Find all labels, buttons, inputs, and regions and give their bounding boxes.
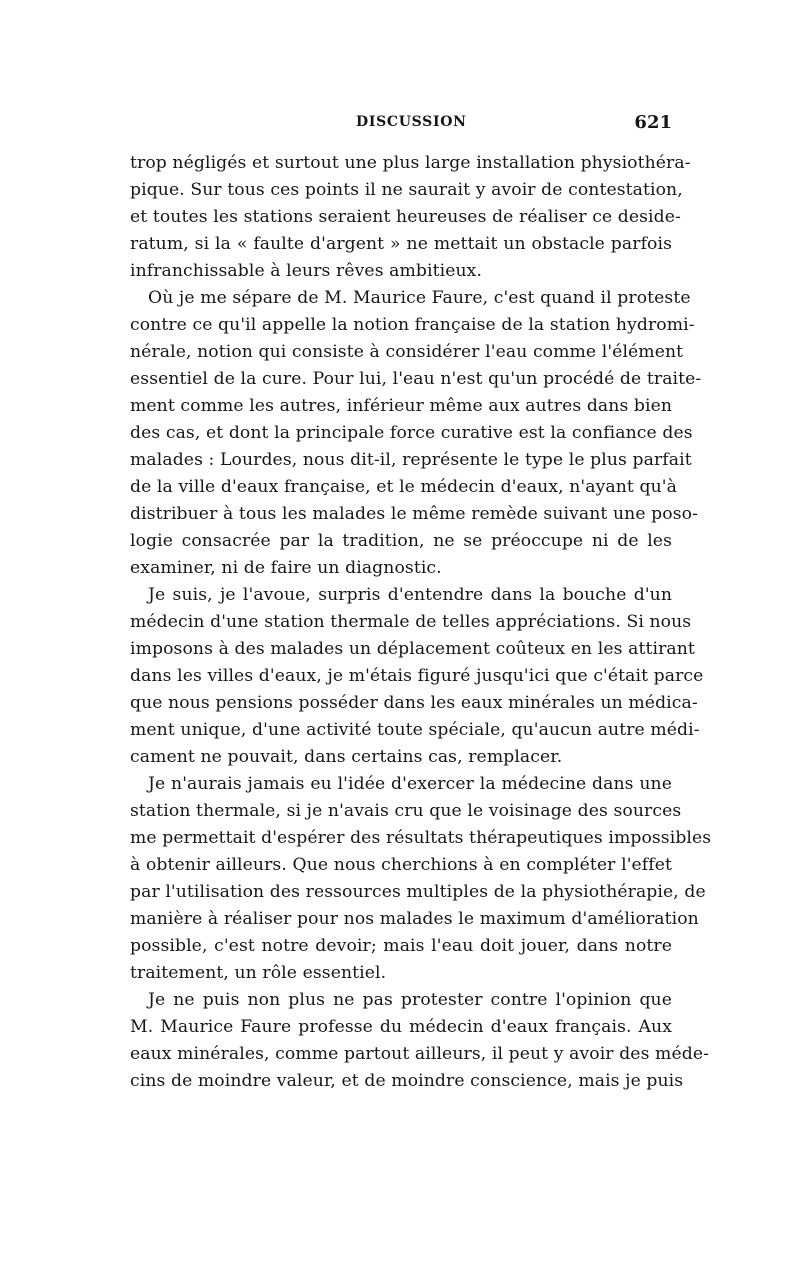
text-line: me permettait d'espérer des résultats thérapeutiques impossibles (130, 828, 712, 848)
text-line: pique. Sur tous ces points il ne saurait y avoir de contestation, (130, 180, 683, 200)
text-line: traitement, un rôle essentiel. (130, 963, 387, 983)
paragraph-first-line: Je suis, je l'avoue, surpris d'entendre dans la bouche d'un (148, 585, 672, 605)
text-line: essentiel de la cure. Pour lui, l'eau n'est qu'un procédé de traite- (130, 369, 702, 389)
text-line: que nous pensions posséder dans les eaux minérales un médica- (130, 693, 698, 713)
text-line: des cas, et dont la principale force curative est la confiance des (130, 423, 693, 443)
text-line: manière à réaliser pour nos malades le maximum d'amélioration (130, 909, 699, 929)
text-line: ratum, si la « faulte d'argent » ne mettait un obstacle parfois (130, 234, 672, 254)
text-line: dans les villes d'eaux, je m'étais figuré jusqu'ici que c'était parce (130, 666, 704, 686)
paragraph-first-line: Où je me sépare de M. Maurice Faure, c'est quand il proteste (148, 288, 691, 308)
text-line: à obtenir ailleurs. Que nous cherchions à en compléter l'effet (130, 855, 672, 875)
text-line: infranchissable à leurs rêves ambitieux. (130, 261, 483, 281)
paragraph-first-line: Je n'aurais jamais eu l'idée d'exercer la médecine dans une (148, 774, 672, 794)
text-line: ment comme les autres, inférieur même aux autres dans bien (130, 396, 673, 416)
text-line: station thermale, si je n'avais cru que le voisinage des sources (130, 801, 682, 821)
text-line: contre ce qu'il appelle la notion française de la station hydromi- (130, 315, 695, 335)
text-line: logie consacrée par la tradition, ne se préoccupe ni de les (130, 531, 672, 551)
paragraph-first-line: Je ne puis non plus ne pas protester contre l'opinion que (148, 990, 672, 1010)
text-line: possible, c'est notre devoir; mais l'eau doit jouer, dans notre (130, 936, 672, 956)
running-title: DISCUSSION (356, 114, 467, 130)
text-line: médecin d'une station thermale de telles appréciations. Si nous (130, 612, 692, 632)
text-line: malades : Lourdes, nous dit-il, représente le type le plus parfait (130, 450, 692, 470)
text-line: eaux minérales, comme partout ailleurs, il peut y avoir des méde- (130, 1044, 709, 1064)
page-header (130, 112, 672, 144)
page-number: 621 (634, 112, 672, 133)
text-line: et toutes les stations seraient heureuses de réaliser ce deside- (130, 207, 681, 227)
text-line: par l'utilisation des ressources multiples de la physiothérapie, de (130, 882, 706, 902)
text-line: de la ville d'eaux française, et le médecin d'eaux, n'ayant qu'à (130, 477, 677, 497)
text-line: cins de moindre valeur, et de moindre conscience, mais je puis (130, 1071, 684, 1091)
text-line: distribuer à tous les malades le même remède suivant une poso- (130, 504, 698, 524)
text-line: examiner, ni de faire un diagnostic. (130, 558, 442, 578)
text-line: M. Maurice Faure professe du médecin d'eaux français. Aux (130, 1017, 672, 1037)
text-line: nérale, notion qui consiste à considérer l'eau comme l'élément (130, 342, 684, 362)
text-line: trop négligés et surtout une plus large installation physiothéra- (130, 153, 691, 173)
text-line: cament ne pouvait, dans certains cas, remplacer. (130, 747, 563, 767)
text-line: ment unique, d'une activité toute spéciale, qu'aucun autre médi- (130, 720, 700, 740)
text-line: imposons à des malades un déplacement coûteux en les attirant (130, 639, 695, 659)
